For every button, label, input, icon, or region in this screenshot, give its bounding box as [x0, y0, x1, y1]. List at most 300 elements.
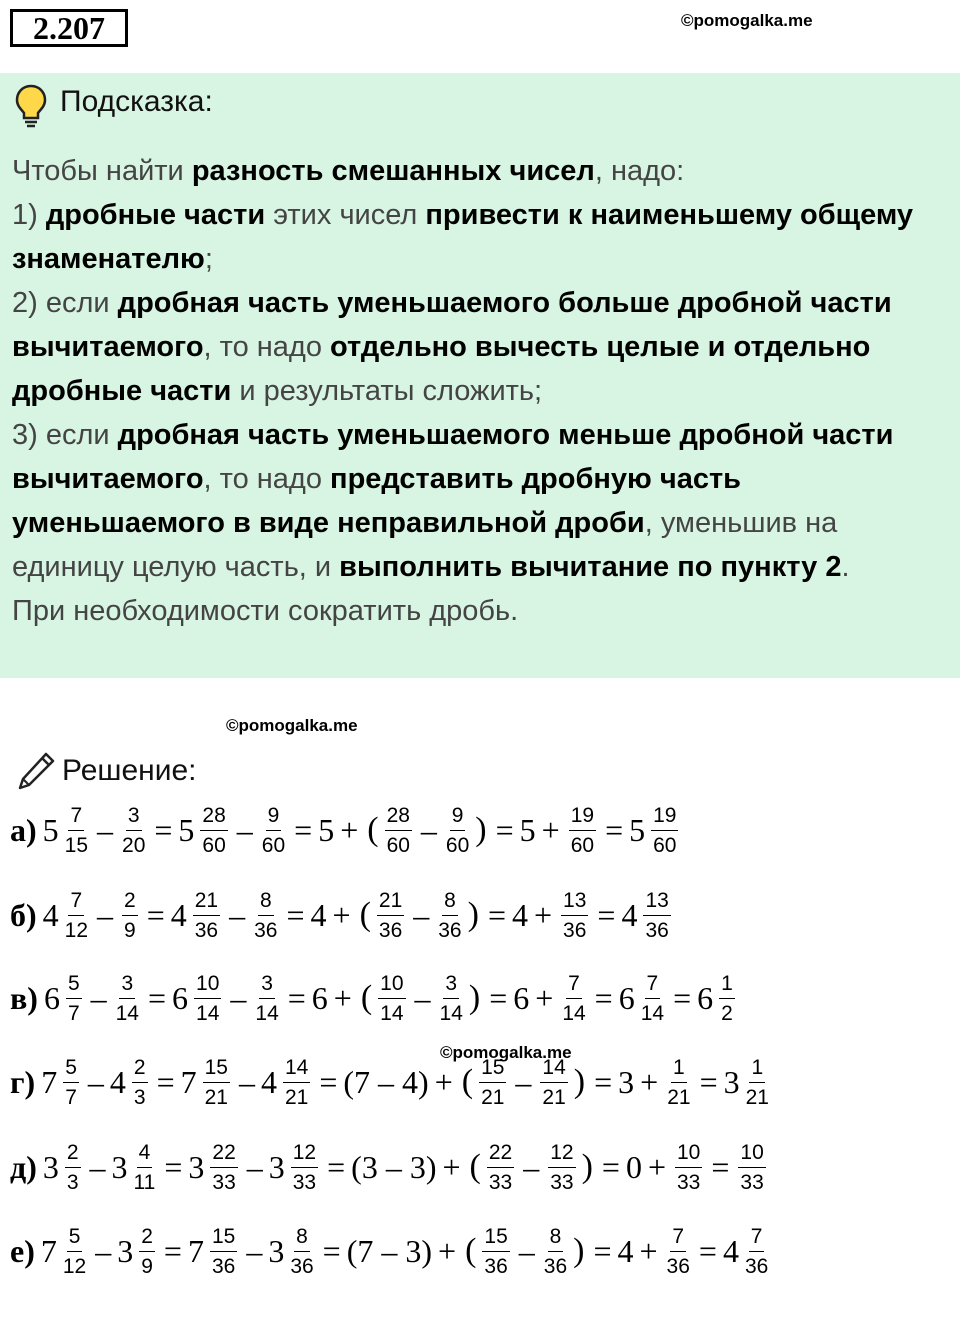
- parenthesis: (: [469, 1148, 481, 1185]
- hint-paragraph: [12, 589, 952, 633]
- fraction: [283, 1055, 310, 1110]
- numerator: 15: [210, 1224, 237, 1252]
- denominator: 12: [64, 918, 89, 942]
- parenthesis: ): [581, 1148, 593, 1185]
- whole-part: 6: [43, 979, 60, 1016]
- fraction: [487, 1140, 514, 1195]
- numerator: 5: [66, 971, 82, 999]
- denominator: 36: [438, 918, 462, 942]
- whole-part: 4: [170, 896, 187, 933]
- numerator: 22: [210, 1140, 237, 1168]
- operator: –: [229, 896, 246, 933]
- operator: –: [420, 811, 437, 848]
- operator: =: [597, 896, 616, 933]
- numerator: 10: [738, 1140, 765, 1168]
- denominator: 14: [255, 1001, 279, 1025]
- operator: –: [230, 979, 247, 1016]
- row-label: е): [10, 1232, 35, 1269]
- operator: +: [541, 811, 560, 848]
- row-label: г): [10, 1063, 36, 1100]
- number: (3 – 3): [351, 1148, 437, 1185]
- numerator: 28: [385, 803, 412, 831]
- numerator: 19: [569, 803, 596, 831]
- hint-emphasis: привести к наименьшему общему знаменателю: [12, 199, 914, 275]
- whole-part: 4: [42, 896, 59, 933]
- hint-span: , то надо: [203, 463, 331, 495]
- mixed-number: [43, 1140, 84, 1195]
- operator: =: [286, 896, 305, 933]
- parenthesis: ): [573, 1232, 585, 1269]
- number: 0: [625, 1148, 642, 1185]
- fraction: [438, 888, 461, 943]
- denominator: 36: [543, 1254, 568, 1278]
- mixed-number: [724, 1055, 772, 1110]
- solution-row: [10, 795, 950, 865]
- numerator: 19: [651, 803, 678, 831]
- mixed-number: [112, 1140, 159, 1195]
- hint-title: Подсказка:: [60, 85, 213, 118]
- fraction: [562, 971, 585, 1026]
- numerator: 8: [442, 888, 458, 916]
- denominator: 14: [115, 1001, 139, 1025]
- numerator: 12: [291, 1140, 318, 1168]
- fraction: [544, 1224, 567, 1279]
- operator: –: [89, 1148, 106, 1185]
- operator: =: [605, 811, 624, 848]
- numerator: 10: [378, 971, 405, 999]
- fraction: [643, 888, 670, 943]
- numerator: 10: [194, 971, 221, 999]
- hint-span: , то надо: [203, 331, 331, 363]
- numerator: 21: [377, 888, 404, 916]
- fraction: [132, 1055, 148, 1110]
- denominator: 60: [202, 833, 226, 857]
- operator: =: [287, 979, 306, 1016]
- operator: –: [523, 1148, 540, 1185]
- denominator: 21: [204, 1085, 228, 1109]
- whole-part: 6: [618, 979, 635, 1016]
- numerator: 5: [67, 1224, 83, 1252]
- fraction: [667, 1224, 690, 1279]
- numerator: 14: [540, 1055, 567, 1083]
- parenthesis: (: [367, 811, 379, 848]
- whole-part: 3: [111, 1148, 128, 1185]
- fraction: [134, 1140, 156, 1195]
- whole-part: 5: [42, 811, 59, 848]
- numerator: 28: [200, 803, 227, 831]
- number: 4: [310, 896, 327, 933]
- fraction: [66, 971, 82, 1026]
- row-label: б): [10, 896, 37, 933]
- solution-title: Решение:: [62, 754, 197, 787]
- denominator: 36: [645, 918, 669, 942]
- denominator: 60: [261, 833, 286, 857]
- parenthesis: ): [467, 896, 479, 933]
- fraction: [667, 1055, 690, 1110]
- whole-part: 6: [172, 979, 189, 1016]
- operator: +: [438, 1232, 457, 1269]
- watermark-middle: ©pomogalka.me: [226, 716, 358, 735]
- denominator: 7: [67, 1001, 80, 1025]
- numerator: 9: [266, 803, 282, 831]
- fraction: [116, 971, 139, 1026]
- mixed-number: [43, 803, 91, 858]
- hint-emphasis: отдельно вычесть целые и отдельно дробные части: [12, 331, 871, 407]
- operator: +: [333, 979, 352, 1016]
- mixed-number: [44, 971, 85, 1026]
- whole-part: 7: [40, 1232, 57, 1269]
- numerator: 8: [258, 888, 274, 916]
- numerator: 14: [283, 1055, 310, 1083]
- whole-part: 7: [180, 1063, 197, 1100]
- row-label: в): [10, 979, 38, 1016]
- fraction: [561, 888, 588, 943]
- mixed-number: [261, 1055, 313, 1110]
- parenthesis: ): [468, 979, 481, 1016]
- number: 5: [318, 811, 335, 848]
- operator: =: [594, 1063, 613, 1100]
- mixed-number: [41, 1224, 89, 1279]
- numerator: 10: [675, 1140, 702, 1168]
- denominator: 21: [542, 1085, 566, 1109]
- number: (7 – 3): [346, 1232, 433, 1269]
- denominator: 21: [745, 1085, 769, 1109]
- fraction: [548, 1140, 575, 1195]
- operator: –: [246, 1148, 263, 1185]
- denominator: 15: [64, 833, 89, 857]
- operator: –: [413, 896, 430, 933]
- operator: +: [533, 896, 553, 933]
- fraction: [193, 888, 220, 943]
- denominator: 60: [386, 833, 410, 857]
- whole-part: 5: [178, 811, 195, 848]
- whole-part: 3: [268, 1232, 285, 1269]
- operator: –: [97, 811, 114, 848]
- mixed-number: [269, 1140, 321, 1195]
- denominator: 33: [292, 1170, 317, 1194]
- hint-span: этих чисел: [265, 199, 426, 231]
- row-label: д): [10, 1148, 37, 1185]
- numerator: 2: [65, 1140, 81, 1168]
- solution-row: [10, 1216, 950, 1286]
- hint-paragraph: [12, 149, 952, 193]
- numerator: 7: [566, 971, 582, 999]
- denominator: 36: [484, 1254, 508, 1278]
- operator: +: [434, 1063, 453, 1100]
- hint-paragraph: [12, 193, 952, 281]
- operator: –: [414, 979, 431, 1016]
- denominator: 9: [141, 1254, 153, 1278]
- fraction: [385, 803, 412, 858]
- operator: –: [95, 1232, 112, 1269]
- hint-emphasis: выполнить вычитание по пункту 2: [339, 551, 842, 583]
- parenthesis: (: [360, 979, 373, 1016]
- mixed-number: [188, 1224, 240, 1279]
- numerator: 8: [548, 1224, 564, 1252]
- operator: –: [515, 1063, 532, 1100]
- parenthesis: (: [465, 1232, 477, 1269]
- numerator: 1: [749, 1055, 765, 1083]
- denominator: 36: [211, 1254, 236, 1278]
- fraction: [254, 888, 277, 943]
- numerator: 12: [548, 1140, 575, 1168]
- hint-span: .: [841, 551, 850, 583]
- operator: =: [146, 896, 165, 933]
- mixed-number: [43, 888, 91, 943]
- whole-part: 4: [621, 896, 638, 933]
- numerator: 7: [645, 971, 661, 999]
- fraction: [440, 971, 463, 1026]
- operator: +: [442, 1148, 461, 1185]
- numerator: 9: [450, 803, 466, 831]
- fraction: [200, 803, 227, 858]
- numerator: 1: [671, 1055, 687, 1083]
- mixed-number: [621, 888, 673, 943]
- denominator: 36: [254, 918, 278, 942]
- hint-span: 1): [12, 199, 46, 231]
- mixed-number: [172, 971, 224, 1026]
- lightbulb-icon: [14, 83, 48, 129]
- denominator: 2: [721, 1001, 733, 1025]
- fraction: [122, 803, 145, 858]
- operator: –: [97, 896, 114, 933]
- parenthesis: (: [461, 1063, 474, 1100]
- mixed-number: [629, 803, 681, 858]
- denominator: 14: [196, 1001, 220, 1025]
- mixed-number: [171, 888, 223, 943]
- operator: –: [90, 979, 107, 1016]
- operator: =: [593, 1232, 612, 1269]
- mixed-number: [268, 1224, 316, 1279]
- denominator: 12: [62, 1254, 87, 1278]
- watermark-low: ©pomogalka.me: [440, 1043, 572, 1062]
- operator: =: [154, 811, 173, 848]
- operator: =: [163, 1232, 182, 1269]
- fraction: [641, 971, 664, 1026]
- numerator: 22: [487, 1140, 514, 1168]
- hint-paragraph: [12, 281, 952, 413]
- hint-span: и результаты сложить;: [231, 375, 543, 407]
- whole-part: 6: [697, 979, 714, 1016]
- whole-part: 7: [187, 1232, 204, 1269]
- hint-span: , надо:: [594, 155, 685, 187]
- numerator: 3: [119, 971, 135, 999]
- whole-part: 4: [722, 1232, 739, 1269]
- hint-span: 3) если: [12, 419, 118, 451]
- denominator: 21: [481, 1085, 505, 1109]
- denominator: 21: [667, 1085, 691, 1109]
- denominator: 14: [640, 1001, 665, 1025]
- denominator: 14: [439, 1001, 463, 1025]
- mixed-number: [117, 1224, 158, 1279]
- fraction: [745, 1224, 768, 1279]
- hint-emphasis: дробные части: [45, 199, 266, 231]
- operator: =: [673, 979, 692, 1016]
- operator: –: [238, 1063, 255, 1100]
- whole-part: 3: [268, 1148, 285, 1185]
- numerator: 15: [203, 1055, 230, 1083]
- fraction: [255, 971, 278, 1026]
- hint-paragraph: [12, 413, 952, 589]
- number: 4: [617, 1232, 634, 1269]
- fraction: [290, 1224, 313, 1279]
- fraction: [63, 1224, 86, 1279]
- denominator: 33: [740, 1170, 764, 1194]
- operator: +: [640, 1063, 659, 1100]
- number: (7 – 4): [343, 1063, 429, 1100]
- fraction: [203, 1055, 230, 1110]
- row-label: а): [10, 811, 37, 848]
- numerator: 3: [259, 971, 275, 999]
- number: 4: [511, 896, 528, 933]
- fraction: [738, 1140, 765, 1195]
- numerator: 13: [643, 888, 670, 916]
- parenthesis: ): [573, 1063, 586, 1100]
- denominator: 14: [380, 1001, 404, 1025]
- hint-span: , уменьшив на единицу целую часть, и: [12, 507, 838, 583]
- hint-span: ;: [204, 243, 213, 275]
- mixed-number: [188, 1140, 240, 1195]
- operator: =: [601, 1148, 620, 1185]
- operator: =: [487, 896, 506, 933]
- denominator: 14: [562, 1001, 586, 1025]
- numerator: 7: [68, 888, 84, 916]
- fraction: [210, 1140, 237, 1195]
- denominator: 36: [744, 1254, 769, 1278]
- whole-part: 3: [42, 1148, 59, 1185]
- operator: =: [164, 1148, 183, 1185]
- numerator: 1: [719, 971, 735, 999]
- fraction: [719, 971, 735, 1026]
- solution-row: [10, 880, 950, 950]
- whole-part: 3: [117, 1232, 134, 1269]
- operator: +: [340, 811, 359, 848]
- number: 6: [513, 979, 530, 1016]
- number: 5: [519, 811, 536, 848]
- operator: +: [535, 979, 554, 1016]
- hint-span: Чтобы найти: [12, 155, 192, 187]
- denominator: 36: [666, 1254, 690, 1278]
- whole-part: 5: [629, 811, 646, 848]
- mixed-number: [181, 1055, 233, 1110]
- whole-part: 7: [41, 1063, 58, 1100]
- operator: =: [594, 979, 613, 1016]
- denominator: 36: [563, 918, 587, 942]
- numerator: 7: [670, 1224, 686, 1252]
- operator: =: [711, 1148, 730, 1185]
- solution-row: [10, 963, 950, 1033]
- denominator: 33: [676, 1170, 701, 1194]
- fraction: [194, 971, 221, 1026]
- denominator: 36: [378, 918, 403, 942]
- whole-part: 3: [723, 1063, 740, 1100]
- fraction: [139, 1224, 155, 1279]
- denominator: 60: [653, 833, 677, 857]
- denominator: 33: [212, 1170, 236, 1194]
- fraction: [746, 1055, 769, 1110]
- numerator: 2: [132, 1055, 148, 1083]
- whole-part: 4: [109, 1063, 126, 1100]
- hint-text: [12, 149, 952, 633]
- numerator: 7: [68, 803, 84, 831]
- fraction: [378, 971, 405, 1026]
- hint-emphasis: дробная часть уменьшаемого меньше дробной части вычитаемого: [12, 419, 894, 495]
- whole-part: 3: [188, 1148, 205, 1185]
- denominator: 21: [284, 1085, 309, 1109]
- mixed-number: [619, 971, 667, 1026]
- numerator: 3: [443, 971, 459, 999]
- denominator: 9: [124, 918, 136, 942]
- operator: =: [156, 1063, 175, 1100]
- fraction: [377, 888, 404, 943]
- whole-part: 4: [260, 1063, 277, 1100]
- task-number: 2.207: [10, 9, 128, 47]
- numerator: 21: [193, 888, 220, 916]
- hint-emphasis: дробная часть уменьшаемого больше дробной части вычитаемого: [12, 287, 892, 363]
- operator: –: [87, 1063, 104, 1100]
- parenthesis: ): [475, 811, 487, 848]
- operator: =: [294, 811, 313, 848]
- denominator: 60: [445, 833, 470, 857]
- mixed-number: [723, 1224, 771, 1279]
- fraction: [291, 1140, 318, 1195]
- operator: +: [332, 896, 351, 933]
- fraction: [63, 1055, 79, 1110]
- denominator: 3: [133, 1085, 146, 1109]
- operator: =: [327, 1148, 346, 1185]
- fraction: [446, 803, 469, 858]
- fraction: [210, 1224, 237, 1279]
- hint-span: 2) если: [12, 287, 118, 319]
- denominator: 7: [65, 1085, 77, 1109]
- hint-emphasis: разность смешанных чисел: [191, 155, 595, 187]
- operator: =: [489, 979, 508, 1016]
- operator: =: [699, 1063, 718, 1100]
- mixed-number: [697, 971, 738, 1026]
- numerator: 7: [749, 1224, 765, 1252]
- fraction: [651, 803, 678, 858]
- operator: –: [518, 1232, 535, 1269]
- operator: –: [246, 1232, 263, 1269]
- hint-span: При необходимости сократить дробь.: [12, 595, 519, 627]
- fraction: [65, 888, 88, 943]
- operator: +: [639, 1232, 658, 1269]
- denominator: 33: [550, 1170, 574, 1194]
- fraction: [675, 1140, 702, 1195]
- denominator: 3: [66, 1170, 79, 1194]
- numerator: 13: [561, 888, 588, 916]
- operator: =: [698, 1232, 717, 1269]
- numerator: 5: [63, 1055, 79, 1083]
- fraction: [65, 803, 88, 858]
- fraction: [482, 1224, 509, 1279]
- operator: =: [147, 979, 167, 1016]
- denominator: 60: [570, 833, 595, 857]
- fraction: [569, 803, 596, 858]
- fraction: [122, 888, 138, 943]
- denominator: 20: [122, 833, 146, 857]
- numerator: 2: [122, 888, 138, 916]
- operator: –: [236, 811, 253, 848]
- watermark-top: ©pomogalka.me: [681, 11, 813, 30]
- solution-row: [10, 1132, 950, 1202]
- fraction: [65, 1140, 81, 1195]
- denominator: 11: [133, 1170, 156, 1194]
- mixed-number: [41, 1055, 82, 1110]
- operator: =: [495, 811, 514, 848]
- number: 3: [618, 1063, 635, 1100]
- numerator: 2: [139, 1224, 155, 1252]
